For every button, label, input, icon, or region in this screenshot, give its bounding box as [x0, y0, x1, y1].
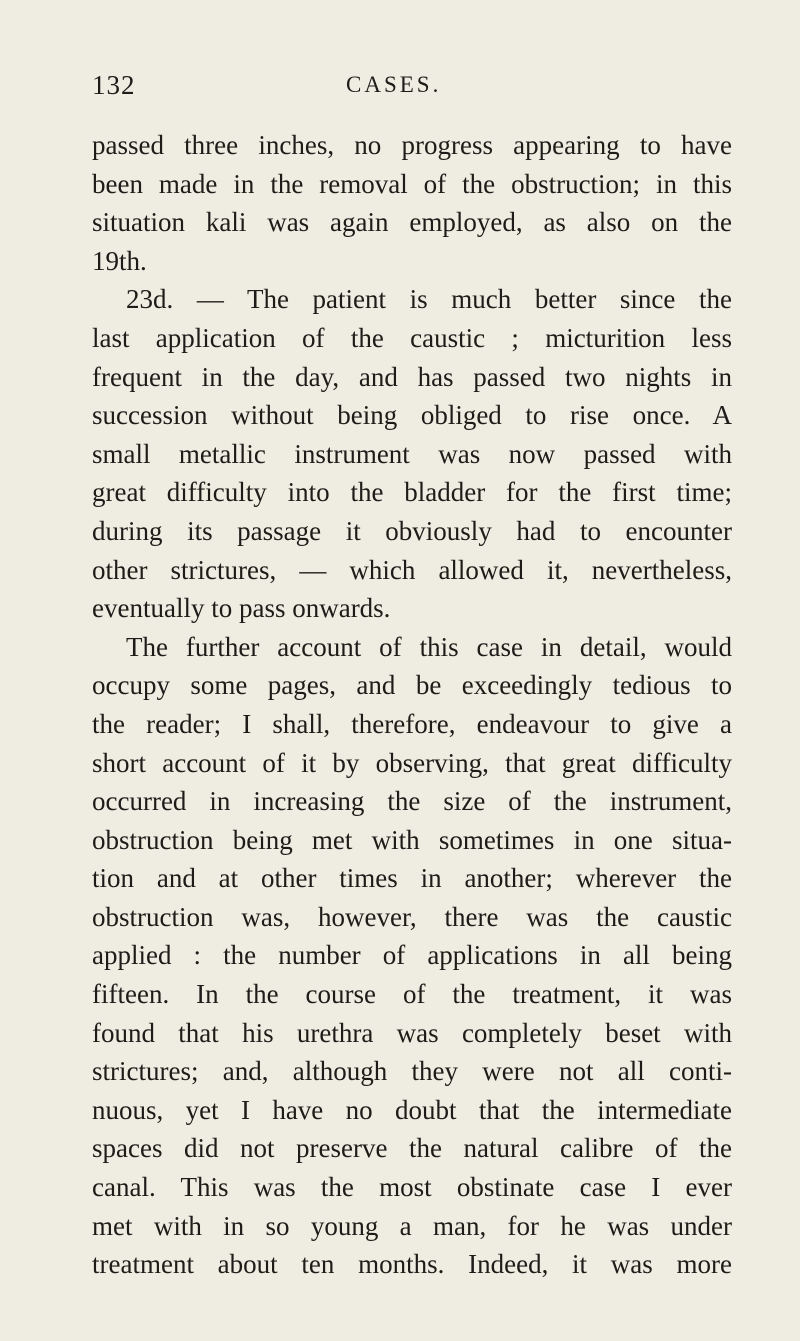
- text-line: succession without being obliged to rise once. A: [92, 400, 732, 431]
- text-line: other strictures, — which allowed it, nevertheless,: [92, 554, 732, 585]
- text-line: 19th.: [92, 245, 147, 276]
- page-header: [92, 70, 732, 104]
- text-line: nuous, yet I have no doubt that the intermediate: [92, 1094, 732, 1125]
- text-line: small metallic instrument was now passed with: [92, 438, 732, 469]
- text-line: eventually to pass onwards.: [92, 593, 391, 624]
- text-line: canal. This was the most obstinate case I ever: [92, 1172, 732, 1203]
- text-line: frequent in the day, and has passed two nights in: [92, 361, 732, 392]
- text-line: obstruction being met with sometimes in one situa-: [92, 824, 732, 855]
- text-line: situation kali was again employed, as also on the: [92, 207, 732, 238]
- text-line: obstruction was, however, there was the caustic: [92, 901, 732, 932]
- text-line: treatment about ten months. Indeed, it was more: [92, 1249, 732, 1280]
- text-line: tion and at other times in another; wherever the: [92, 863, 732, 894]
- text-line: passed three inches, no progress appearing to have: [92, 130, 732, 160]
- text-line: spaces did not preserve the natural calibre of the: [92, 1133, 732, 1164]
- text-line: applied : the number of applications in all being: [92, 940, 732, 971]
- text-line: short account of it by observing, that great difficulty: [92, 747, 732, 778]
- text-line: great difficulty into the bladder for the first time;: [92, 477, 732, 508]
- running-head: CASES.: [346, 72, 442, 97]
- page-number: 132: [92, 70, 136, 100]
- text-line: 23d. — The patient is much better since the: [126, 284, 732, 315]
- text-line: occupy some pages, and be exceedingly tedious to: [92, 670, 732, 701]
- body-text: [92, 126, 732, 1284]
- text-line: been made in the removal of the obstruction; in this: [92, 168, 732, 199]
- text-line: found that his urethra was completely beset with: [92, 1017, 732, 1048]
- text-line: met with in so young a man, for he was under: [92, 1210, 732, 1241]
- text-line: fifteen. In the course of the treatment, it was: [92, 979, 732, 1010]
- text-line: The further account of this case in detail, would: [126, 631, 732, 662]
- text-line: the reader; I shall, therefore, endeavour to give a: [92, 708, 732, 739]
- text-line: last application of the caustic ; micturition less: [92, 322, 732, 353]
- text-line: occurred in increasing the size of the instrument,: [92, 786, 732, 817]
- text-line: strictures; and, although they were not all conti-: [92, 1056, 732, 1087]
- text-line: during its passage it obviously had to encounter: [92, 515, 732, 546]
